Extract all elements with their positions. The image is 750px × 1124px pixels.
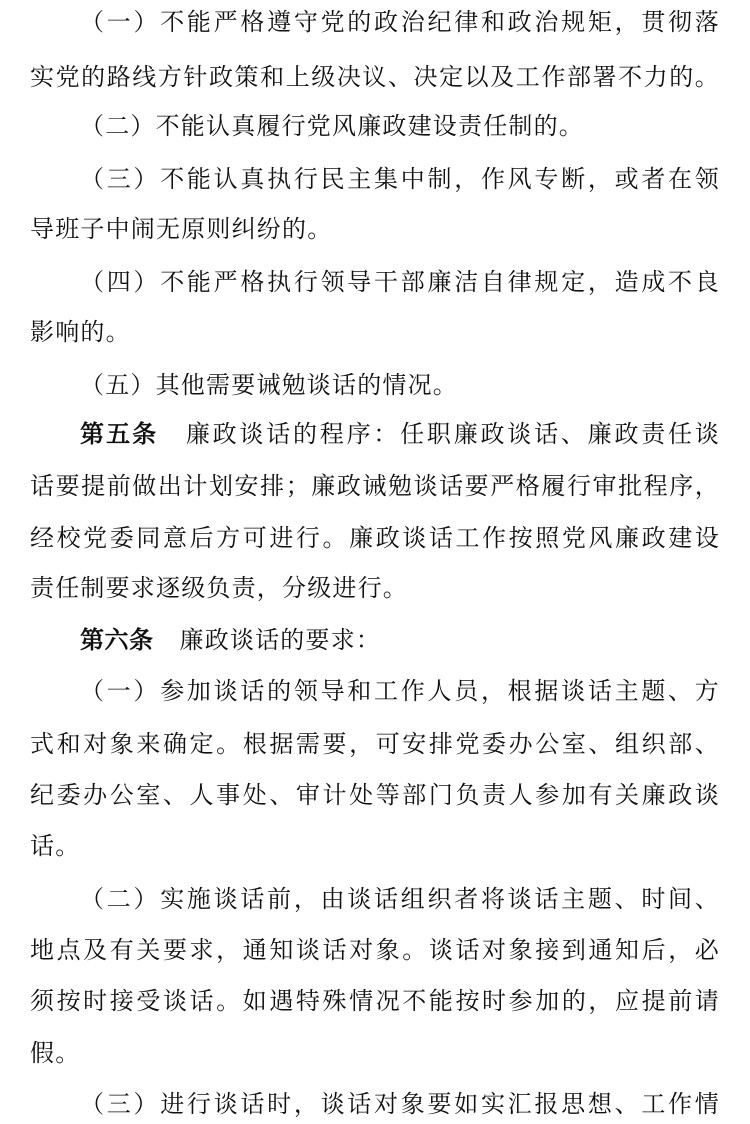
paragraph-line: （二）实施谈话前，由谈话组织者将谈话主题、时间、 <box>80 885 720 913</box>
paragraph-line: （四）不能严格执行领导干部廉洁自律规定，造成不良 <box>80 268 720 296</box>
paragraph-line: （五）其他需要诫勉谈话的情况。 <box>80 371 458 399</box>
paragraph-line: （一）参加谈话的领导和工作人员，根据谈话主题、方 <box>80 677 720 705</box>
paragraph-line: 实党的路线方针政策和上级决议、决定以及工作部署不力的。 <box>30 63 720 91</box>
paragraph-line: （三）不能认真执行民主集中制，作风专断，或者在领 <box>80 165 720 193</box>
paragraph-line: （一）不能严格遵守党的政治纪律和政治规矩，贯彻落 <box>80 8 720 36</box>
article-number: 第五条 <box>80 420 159 448</box>
paragraph-line: 地点及有关要求，通知谈话对象。谈话对象接到通知后，必 <box>30 936 720 964</box>
article-heading-line: 第六条 廉政谈话的要求： <box>80 626 382 654</box>
paragraph-line: 话要提前做出计划安排；廉政诫勉谈话要严格履行审批程序， <box>30 472 720 500</box>
paragraph-line: 式和对象来确定。根据需要，可安排党委办公室、组织部、 <box>30 730 720 758</box>
paragraph-line: 责任制要求逐级负责，分级进行。 <box>30 574 408 602</box>
paragraph-line: 话。 <box>30 832 81 860</box>
paragraph-line: 须按时接受谈话。如遇特殊情况不能按时参加的，应提前请 <box>30 987 720 1015</box>
paragraph-line: （二）不能认真履行党风廉政建设责任制的。 <box>80 112 584 140</box>
paragraph-line: 经校党委同意后方可进行。廉政谈话工作按照党风廉政建设 <box>30 524 720 552</box>
paragraph-line: 纪委办公室、人事处、审计处等部门负责人参加有关廉政谈 <box>30 781 720 809</box>
paragraph-line: 影响的。 <box>30 318 131 346</box>
article-heading-line: 第五条 廉政谈话的程序：任职廉政谈话、廉政责任谈 <box>80 420 721 448</box>
paragraph-line: （三）进行谈话时，谈话对象要如实汇报思想、工作情 <box>80 1090 720 1118</box>
paragraph-line: 导班子中闹无原则纠纷的。 <box>30 215 333 243</box>
paragraph-line: 假。 <box>30 1039 81 1067</box>
article-number: 第六条 <box>80 626 154 654</box>
